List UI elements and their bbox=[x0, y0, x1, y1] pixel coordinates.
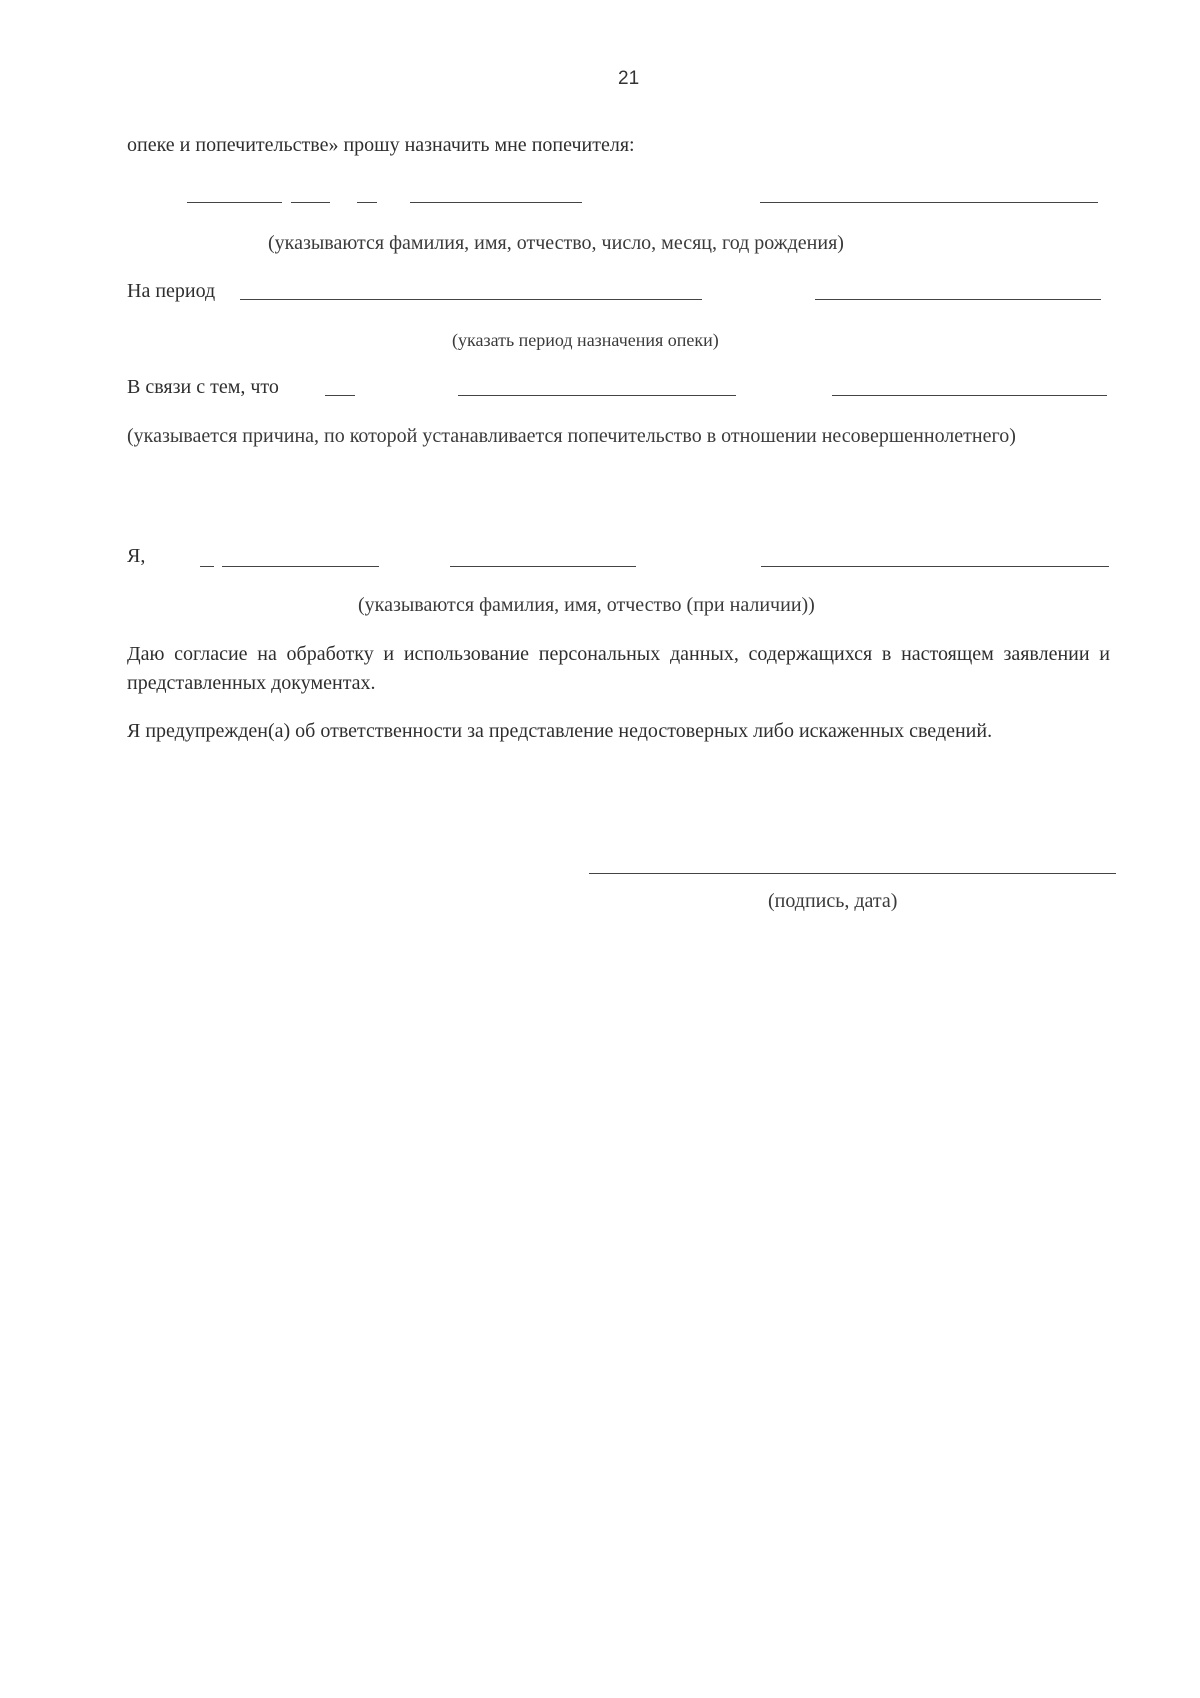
period-caption: (указать период назначения опеки) bbox=[452, 330, 719, 350]
reason-label: В связи с тем, что bbox=[127, 376, 279, 398]
intro-line: опеке и попечительстве» прошу назначить мне попечителя: bbox=[127, 134, 635, 156]
guardian-caption: (указываются фамилия, имя, отчество, число, месяц, год рождения) bbox=[268, 232, 844, 254]
applicant-label: Я, bbox=[127, 545, 146, 567]
period-label: На период bbox=[127, 280, 216, 302]
consent-paragraph: Даю согласие на обработку и использование персональных данных, содержащихся в настоящем заявлении и представленных документах. bbox=[127, 643, 1110, 694]
warning-paragraph: Я предупрежден(а) об ответственности за представление недостоверных либо искаженных сведений. bbox=[127, 720, 993, 742]
signature-caption: (подпись, дата) bbox=[768, 890, 898, 912]
reason-caption: (указывается причина, по которой устанавливается попечительство в отношении несовершеннолетнего) bbox=[127, 425, 1016, 447]
applicant-caption: (указываются фамилия, имя, отчество (при наличии)) bbox=[358, 594, 815, 616]
page-number: 21 bbox=[618, 68, 640, 89]
signature-field[interactable] bbox=[589, 873, 1116, 874]
